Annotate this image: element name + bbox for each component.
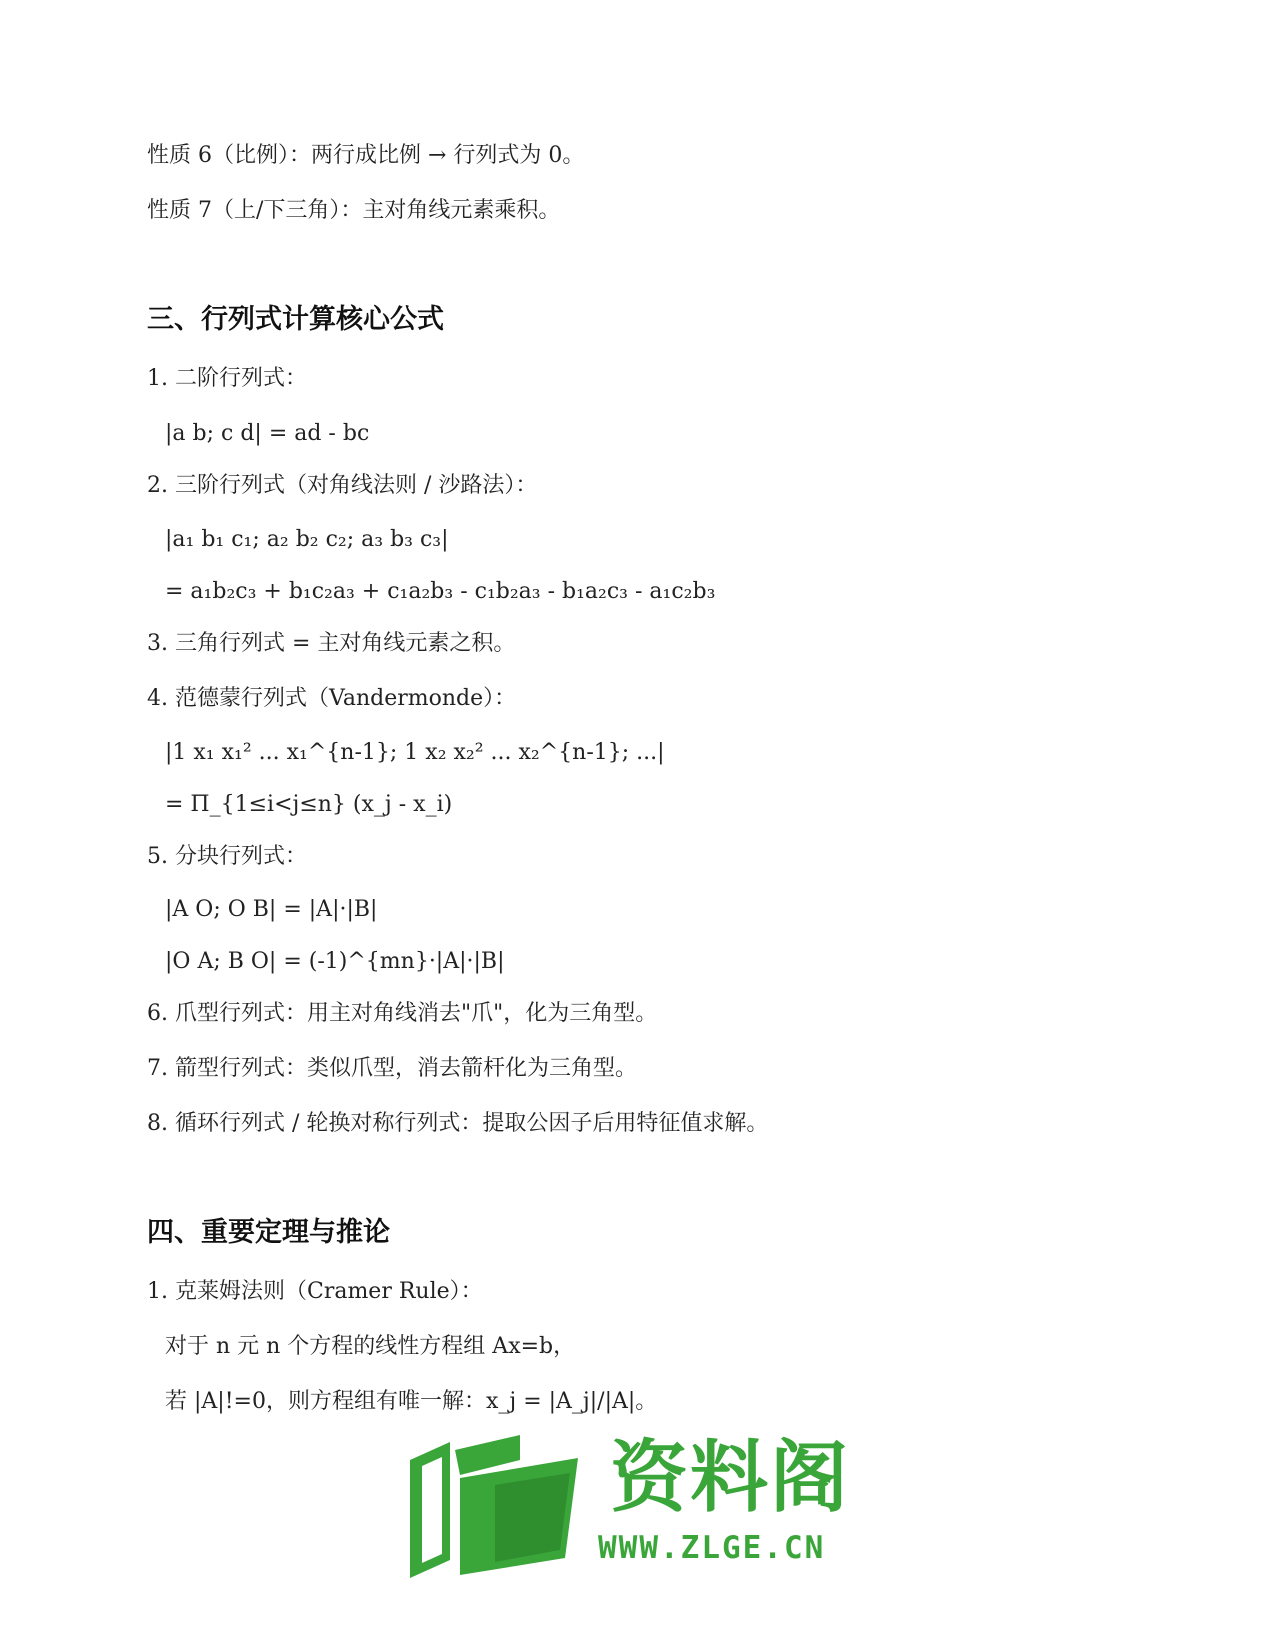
property-6-line: 性质 6（比例）：两行成比例 → 行列式为 0。 [147, 143, 585, 168]
section-4-heading: 四、重要定理与推论 [147, 1217, 390, 1248]
s4-item-1-text-a: 对于 n 元 n 个方程的线性方程组 Ax=b， [165, 1334, 576, 1359]
watermark-url: WWW.ZLGE.CN [598, 1530, 826, 1566]
s3-item-8: 8. 循环行列式 / 轮换对称行列式：提取公因子后用特征值求解。 [147, 1111, 769, 1136]
s4-item-1: 1. 克莱姆法则（Cramer Rule）： [147, 1279, 483, 1304]
s3-formula-4b: = Π_{1≤i<j≤n} (x_j - x_i) [165, 792, 453, 817]
s4-item-1-text-b: 若 |A|!=0，则方程组有唯一解：x_j = |A_j|/|A|。 [165, 1389, 658, 1414]
s3-item-3: 3. 三角行列式 = 主对角线元素之积。 [147, 631, 516, 656]
s3-formula-4a: |1 x₁ x₁² ... x₁^{n-1}; 1 x₂ x₂² ... x₂^{n-1}; ...| [165, 740, 665, 765]
s3-item-2: 2. 三阶行列式（对角线法则 / 沙路法）： [147, 473, 538, 498]
s3-formula-5a: |A O; O B| = |A|·|B| [165, 897, 378, 922]
s3-item-6: 6. 爪型行列式：用主对角线消去"爪"，化为三角型。 [147, 1001, 658, 1026]
watermark-title: 资料阁 [610, 1433, 851, 1523]
property-7-line: 性质 7（上/下三角）：主对角线元素乘积。 [147, 198, 561, 223]
s3-formula-2a: |a₁ b₁ c₁; a₂ b₂ c₂; a₃ b₃ c₃| [165, 527, 449, 552]
s3-item-5: 5. 分块行列式： [147, 844, 307, 869]
s3-formula-1: |a b; c d| = ad - bc [165, 421, 370, 446]
section-3-heading: 三、行列式计算核心公式 [147, 304, 444, 335]
s3-formula-5b: |O A; B O| = (-1)^{mn}·|A|·|B| [165, 949, 505, 974]
s3-item-4: 4. 范德蒙行列式（Vandermonde）： [147, 686, 517, 711]
s3-item-7: 7. 箭型行列式：类似爪型，消去箭杆化为三角型。 [147, 1056, 637, 1081]
zlge-watermark [400, 1430, 870, 1580]
s3-formula-2b: = a₁b₂c₃ + b₁c₂a₃ + c₁a₂b₃ - c₁b₂a₃ - b₁a₂c₃ - a₁c₂b₃ [165, 579, 716, 604]
book-logo-icon [400, 1430, 600, 1580]
s3-item-1: 1. 二阶行列式： [147, 366, 307, 391]
